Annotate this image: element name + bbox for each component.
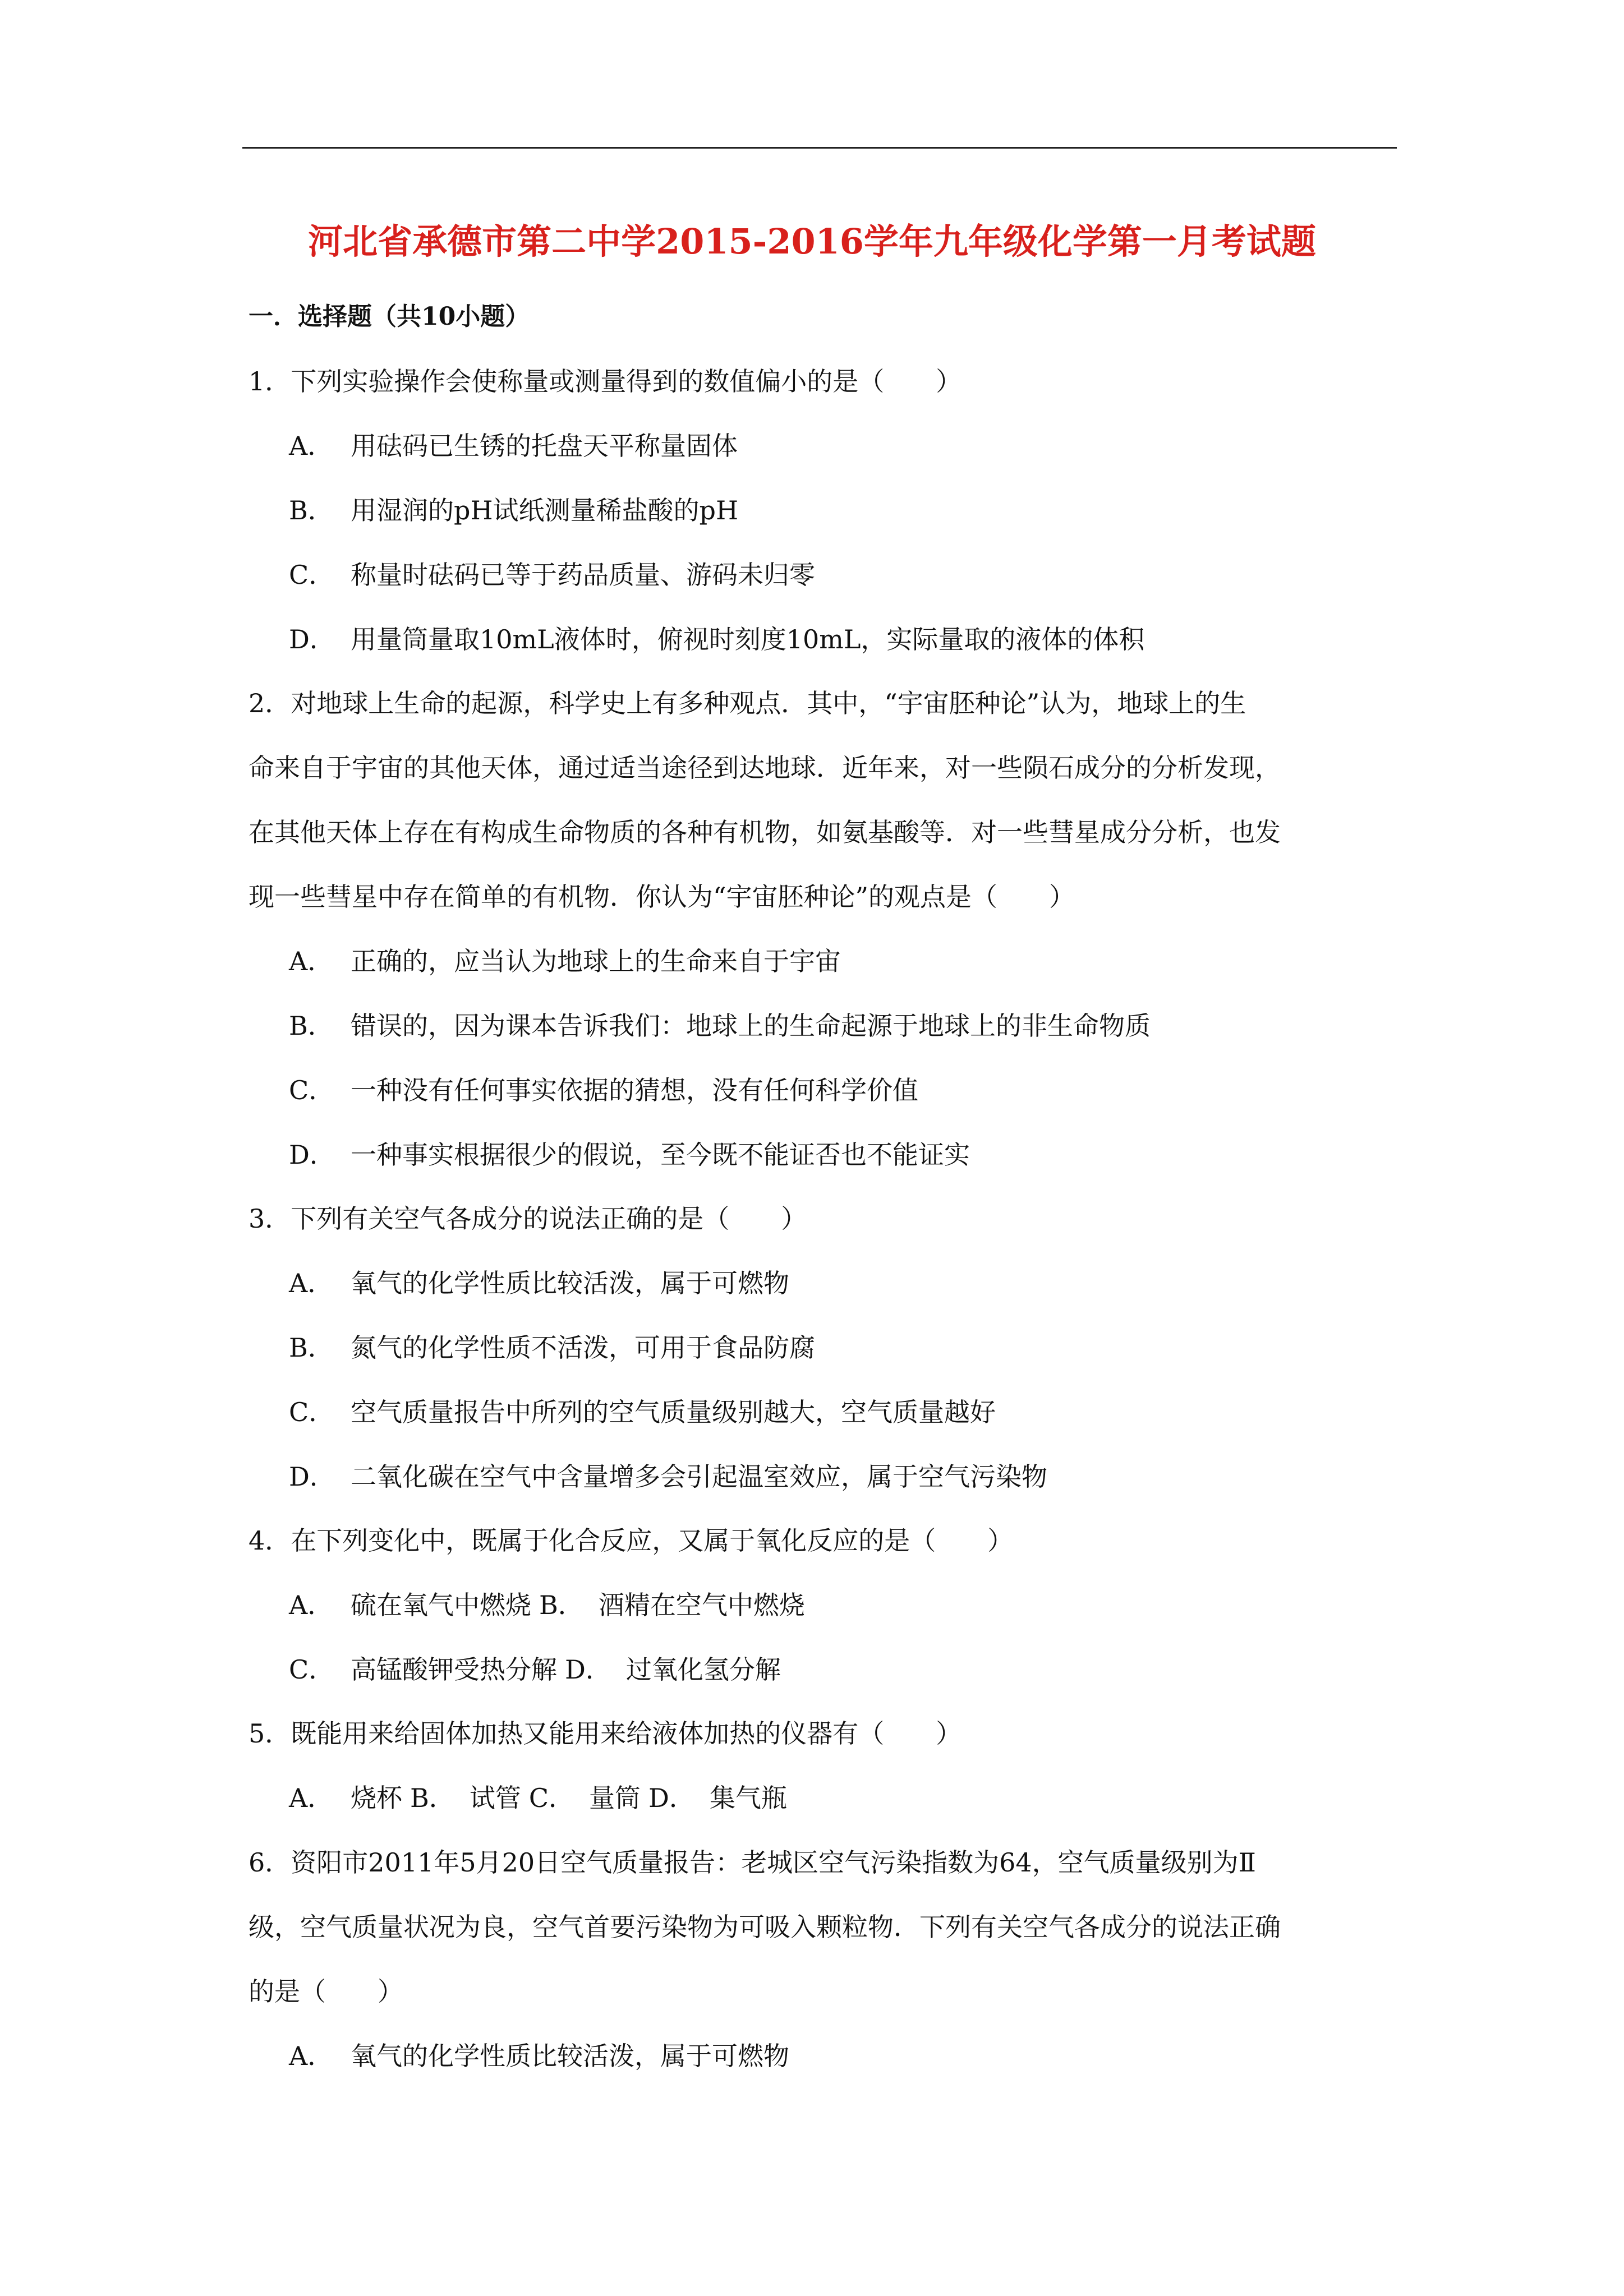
question-2-stem-line-2: 命来自于宇宙的其他天体，通过适当途径到达地球．近年来，对一些陨石成分的分析发现， (249, 753, 1281, 783)
question-6-stem-line-1: 6．资阳市2011年5月20日空气质量报告：老城区空气污染指数为64，空气质量级别为Ⅱ (249, 1847, 1256, 1878)
question-3-option-b: B． 氮气的化学性质不活泼，可用于食品防腐 (289, 1333, 815, 1363)
question-1-option-a: A． 用砝码已生锈的托盘天平称量固体 (289, 431, 738, 461)
question-2-option-c: C． 一种没有任何事实依据的猜想，没有任何科学价值 (289, 1075, 918, 1105)
question-6-stem-line-3: 的是（ ） (249, 1976, 403, 2007)
question-3-option-d: D． 二氧化碳在空气中含量增多会引起温室效应，属于空气污染物 (289, 1461, 1047, 1492)
question-6-option-a: A． 氧气的化学性质比较活泼，属于可燃物 (289, 2041, 789, 2071)
question-3-option-a: A． 氧气的化学性质比较活泼，属于可燃物 (289, 1268, 789, 1298)
question-4-options-row-1: A． 硫在氧气中燃烧 B． 酒精在空气中燃烧 (289, 1590, 805, 1620)
question-5-stem: 5．既能用来给固体加热又能用来给液体加热的仪器有（ ） (249, 1718, 962, 1749)
question-1-option-d: D． 用量筒量取10mL液体时，俯视时刻度10mL，实际量取的液体的体积 (289, 624, 1145, 654)
question-6-stem-line-2: 级，空气质量状况为良，空气首要污染物为可吸入颗粒物．下列有关空气各成分的说法正确 (249, 1912, 1281, 1942)
question-2-option-b: B． 错误的，因为课本告诉我们：地球上的生命起源于地球上的非生命物质 (289, 1011, 1151, 1041)
question-5-options-row: A． 烧杯 B． 试管 C． 量筒 D． 集气瓶 (289, 1783, 787, 1813)
question-1-option-b: B． 用湿润的pH试纸测量稀盐酸的pH (289, 495, 739, 525)
question-4-stem: 4．在下列变化中，既属于化合反应，又属于氧化反应的是（ ） (249, 1525, 1014, 1556)
question-2-option-d: D． 一种事实根据很少的假说，至今既不能证否也不能证实 (289, 1140, 970, 1170)
header-rule (242, 147, 1397, 149)
question-2-option-a: A． 正确的，应当认为地球上的生命来自于宇宙 (289, 946, 841, 976)
section-heading: 一．选择题（共10小题） (249, 302, 530, 331)
question-4-options-row-2: C． 高锰酸钾受热分解 D． 过氧化氢分解 (289, 1654, 781, 1685)
question-1-option-c: C． 称量时砝码已等于药品质量、游码未归零 (289, 560, 815, 590)
exam-title: 河北省承德市第二中学2015-2016学年九年级化学第一月考试题 (308, 221, 1316, 262)
question-2-stem-line-4: 现一些彗星中存在简单的有机物．你认为“宇宙胚种论”的观点是（ ） (249, 882, 1075, 912)
question-1-stem: 1．下列实验操作会使称量或测量得到的数值偏小的是（ ） (249, 366, 962, 397)
question-3-option-c: C． 空气质量报告中所列的空气质量级别越大，空气质量越好 (289, 1397, 996, 1427)
question-3-stem: 3．下列有关空气各成分的说法正确的是（ ） (249, 1204, 807, 1234)
question-2-stem-line-1: 2．对地球上生命的起源，科学史上有多种观点．其中，“宇宙胚种论”认为，地球上的生 (249, 688, 1246, 718)
question-2-stem-line-3: 在其他天体上存在有构成生命物质的各种有机物，如氨基酸等．对一些彗星成分分析，也发 (249, 817, 1281, 847)
